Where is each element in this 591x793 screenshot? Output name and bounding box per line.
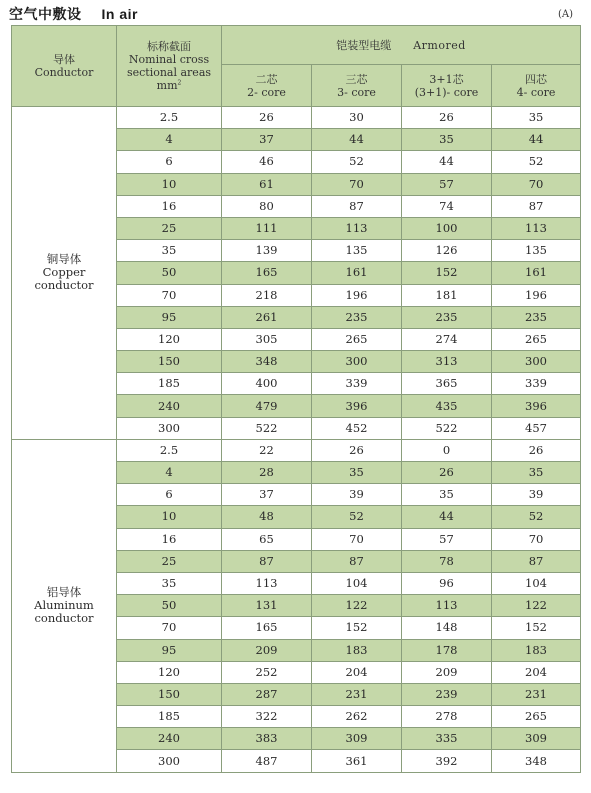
ampacity-cell: 135 — [312, 240, 402, 262]
area-cell: 95 — [117, 306, 222, 328]
ampacity-cell: 274 — [402, 328, 492, 350]
area-cell: 50 — [117, 595, 222, 617]
ampacity-cell: 265 — [492, 328, 581, 350]
ampacity-cell: 70 — [312, 173, 402, 195]
header-conductor-en: Conductor — [34, 66, 94, 79]
ampacity-cell: 52 — [312, 151, 402, 173]
ampacity-cell: 152 — [312, 617, 402, 639]
conductor-label-label-cn: 铜导体 — [46, 252, 82, 267]
ampacity-cell: 152 — [492, 617, 581, 639]
ampacity-cell: 309 — [492, 728, 581, 750]
ampacity-cell: 209 — [402, 661, 492, 683]
title-cn: 空气中敷设 — [9, 7, 82, 23]
ampacity-cell: 44 — [312, 129, 402, 151]
ampacity-cell: 26 — [222, 107, 312, 129]
ampacity-cell: 209 — [222, 639, 312, 661]
ampacity-cell: 361 — [312, 750, 402, 772]
ampacity-cell: 74 — [402, 195, 492, 217]
ampacity-cell: 122 — [312, 595, 402, 617]
area-cell: 150 — [117, 683, 222, 705]
ampacity-cell: 183 — [312, 639, 402, 661]
area-cell: 70 — [117, 284, 222, 306]
page-title — [9, 4, 138, 24]
ampacity-cell: 35 — [312, 462, 402, 484]
area-cell: 150 — [117, 351, 222, 373]
area-cell: 300 — [117, 750, 222, 772]
ampacity-cell: 161 — [492, 262, 581, 284]
ampacity-cell: 0 — [402, 439, 492, 461]
ampacity-cell: 487 — [222, 750, 312, 772]
ampacity-cell: 522 — [222, 417, 312, 439]
ampacity-cell: 22 — [222, 439, 312, 461]
ampacity-cell: 39 — [312, 484, 402, 506]
ampacity-cell: 287 — [222, 683, 312, 705]
ampacity-cell: 339 — [492, 373, 581, 395]
conductor-group-label — [12, 439, 117, 772]
area-cell: 185 — [117, 706, 222, 728]
area-cell: 25 — [117, 217, 222, 239]
ampacity-cell: 235 — [402, 306, 492, 328]
ampacity-cell: 96 — [402, 572, 492, 594]
ampacity-cell: 39 — [492, 484, 581, 506]
area-cell: 240 — [117, 395, 222, 417]
header-core-en: 4- core — [516, 85, 556, 99]
ampacity-cell: 28 — [222, 462, 312, 484]
ampacity-cell: 265 — [312, 328, 402, 350]
ampacity-cell: 35 — [492, 462, 581, 484]
unit-label: (A) — [558, 9, 574, 20]
ampacity-cell: 218 — [222, 284, 312, 306]
ampacity-cell: 87 — [492, 550, 581, 572]
ampacity-cell: 181 — [402, 284, 492, 306]
ampacity-cell: 30 — [312, 107, 402, 129]
header-core-4 — [492, 65, 581, 107]
area-cell: 4 — [117, 462, 222, 484]
area-cell: 16 — [117, 195, 222, 217]
ampacity-cell: 87 — [312, 195, 402, 217]
ampacity-cell: 252 — [222, 661, 312, 683]
ampacity-cell: 183 — [492, 639, 581, 661]
ampacity-cell: 48 — [222, 506, 312, 528]
ampacity-cell: 392 — [402, 750, 492, 772]
ampacity-cell: 26 — [402, 462, 492, 484]
ampacity-cell: 131 — [222, 595, 312, 617]
ampacity-cell: 309 — [312, 728, 402, 750]
ampacity-cell: 37 — [222, 484, 312, 506]
ampacity-cell: 265 — [492, 706, 581, 728]
header-armored — [222, 26, 581, 65]
header-area-en2: sectional areas — [126, 66, 212, 79]
ampacity-cell: 322 — [222, 706, 312, 728]
header-core-en: 2- core — [247, 85, 286, 99]
area-cell: 6 — [117, 484, 222, 506]
ampacity-cell: 457 — [492, 417, 581, 439]
conductor-label-label-en1: Aluminum — [34, 598, 94, 613]
ampacity-cell: 196 — [492, 284, 581, 306]
header-conductor-cn: 导体 — [53, 53, 75, 66]
ampacity-cell: 35 — [492, 107, 581, 129]
header-armored-en: Armored — [413, 38, 466, 52]
ampacity-cell: 122 — [492, 595, 581, 617]
header-area-en1: Nominal cross — [128, 53, 210, 66]
area-cell: 4 — [117, 129, 222, 151]
ampacity-cell: 396 — [492, 395, 581, 417]
ampacity-cell: 139 — [222, 240, 312, 262]
table-row — [12, 107, 581, 129]
ampacity-cell: 87 — [312, 550, 402, 572]
ampacity-cell: 44 — [402, 151, 492, 173]
ampacity-cell: 231 — [492, 683, 581, 705]
table-row — [12, 439, 581, 461]
area-cell: 10 — [117, 506, 222, 528]
ampacity-cell: 80 — [222, 195, 312, 217]
header-area — [117, 26, 222, 107]
area-cell: 2.5 — [117, 439, 222, 461]
ampacity-cell: 305 — [222, 328, 312, 350]
ampacity-cell: 165 — [222, 617, 312, 639]
ampacity-cell: 313 — [402, 351, 492, 373]
ampacity-cell: 135 — [492, 240, 581, 262]
ampacity-cell: 396 — [312, 395, 402, 417]
ampacity-cell: 70 — [492, 528, 581, 550]
header-area-cn: 标称截面 — [147, 40, 191, 53]
area-cell: 35 — [117, 572, 222, 594]
header-core-en: (3+1)- core — [414, 85, 479, 99]
ampacity-cell: 235 — [312, 306, 402, 328]
area-cell: 6 — [117, 151, 222, 173]
area-cell: 70 — [117, 617, 222, 639]
ampacity-cell: 522 — [402, 417, 492, 439]
ampacity-cell: 161 — [312, 262, 402, 284]
ampacity-cell: 113 — [402, 595, 492, 617]
area-cell: 25 — [117, 550, 222, 572]
header-conductor — [12, 26, 117, 107]
ampacity-cell: 52 — [492, 151, 581, 173]
conductor-label-label-en1: Copper — [42, 265, 86, 280]
ampacity-cell: 300 — [492, 351, 581, 373]
header-armored-cn: 铠装型电缆 — [336, 38, 392, 52]
ampacity-cell: 148 — [402, 617, 492, 639]
ampacity-cell: 44 — [492, 129, 581, 151]
ampacity-cell: 111 — [222, 217, 312, 239]
ampacity-cell: 46 — [222, 151, 312, 173]
ampacity-cell: 400 — [222, 373, 312, 395]
ampacity-cell: 113 — [222, 572, 312, 594]
ampacity-cell: 348 — [492, 750, 581, 772]
header-core-cn: 二芯 — [255, 72, 278, 86]
area-cell: 50 — [117, 262, 222, 284]
ampacity-cell: 37 — [222, 129, 312, 151]
ampacity-cell: 196 — [312, 284, 402, 306]
ampacity-cell: 26 — [402, 107, 492, 129]
header-area-unit: $mm^2$ — [156, 79, 182, 92]
ampacity-cell: 26 — [492, 439, 581, 461]
ampacity-cell: 235 — [492, 306, 581, 328]
area-cell: 185 — [117, 373, 222, 395]
ampacity-cell: 435 — [402, 395, 492, 417]
ampacity-cell: 104 — [492, 572, 581, 594]
ampacity-cell: 239 — [402, 683, 492, 705]
area-cell: 120 — [117, 328, 222, 350]
ampacity-cell: 57 — [402, 528, 492, 550]
ampacity-cell: 204 — [312, 661, 402, 683]
ampacity-cell: 57 — [402, 173, 492, 195]
header-core-cn: 三芯 — [345, 72, 368, 86]
ampacity-cell: 204 — [492, 661, 581, 683]
ampacity-cell: 152 — [402, 262, 492, 284]
ampacity-cell: 26 — [312, 439, 402, 461]
header-core-cn: 四芯 — [525, 72, 547, 86]
ampacity-cell: 126 — [402, 240, 492, 262]
ampacity-cell: 70 — [492, 173, 581, 195]
area-cell: 10 — [117, 173, 222, 195]
ampacity-cell: 35 — [402, 484, 492, 506]
ampacity-cell: 61 — [222, 173, 312, 195]
ampacity-cell: 70 — [312, 528, 402, 550]
header-core-3 — [402, 65, 492, 107]
ampacity-cell: 231 — [312, 683, 402, 705]
ampacity-cell: 52 — [492, 506, 581, 528]
ampacity-cell: 479 — [222, 395, 312, 417]
ampacity-cell: 383 — [222, 728, 312, 750]
conductor-label-label-en2: conductor — [34, 611, 94, 626]
ampacity-cell: 335 — [402, 728, 492, 750]
ampacity-cell: 339 — [312, 373, 402, 395]
ampacity-cell: 87 — [222, 550, 312, 572]
area-cell: 300 — [117, 417, 222, 439]
ampacity-cell: 278 — [402, 706, 492, 728]
ampacity-cell: 365 — [402, 373, 492, 395]
ampacity-cell: 52 — [312, 506, 402, 528]
ampacity-cell: 87 — [492, 195, 581, 217]
ampacity-cell: 65 — [222, 528, 312, 550]
ampacity-cell: 348 — [222, 351, 312, 373]
ampacity-cell: 300 — [312, 351, 402, 373]
ampacity-cell: 452 — [312, 417, 402, 439]
ampacity-cell: 104 — [312, 572, 402, 594]
ampacity-cell: 165 — [222, 262, 312, 284]
conductor-label-label-cn: 铝导体 — [46, 585, 82, 600]
area-cell: 95 — [117, 639, 222, 661]
header-core-cn: 3+1芯 — [429, 72, 464, 86]
ampacity-cell: 35 — [402, 129, 492, 151]
header-core-2 — [312, 65, 402, 107]
area-cell: 2.5 — [117, 107, 222, 129]
ampacity-cell: 261 — [222, 306, 312, 328]
area-cell: 240 — [117, 728, 222, 750]
ampacity-cell: 178 — [402, 639, 492, 661]
ampacity-cell: 262 — [312, 706, 402, 728]
area-cell: 16 — [117, 528, 222, 550]
conductor-label-label-en2: conductor — [34, 278, 94, 293]
ampacity-cell: 44 — [402, 506, 492, 528]
area-cell: 35 — [117, 240, 222, 262]
ampacity-table — [11, 25, 581, 773]
title-en: In air — [101, 6, 138, 22]
ampacity-cell: 78 — [402, 550, 492, 572]
ampacity-cell: 113 — [492, 217, 581, 239]
ampacity-cell: 100 — [402, 217, 492, 239]
area-cell: 120 — [117, 661, 222, 683]
ampacity-cell: 113 — [312, 217, 402, 239]
header-core-1 — [222, 65, 312, 107]
conductor-group-label — [12, 107, 117, 440]
header-core-en: 3- core — [337, 85, 376, 99]
